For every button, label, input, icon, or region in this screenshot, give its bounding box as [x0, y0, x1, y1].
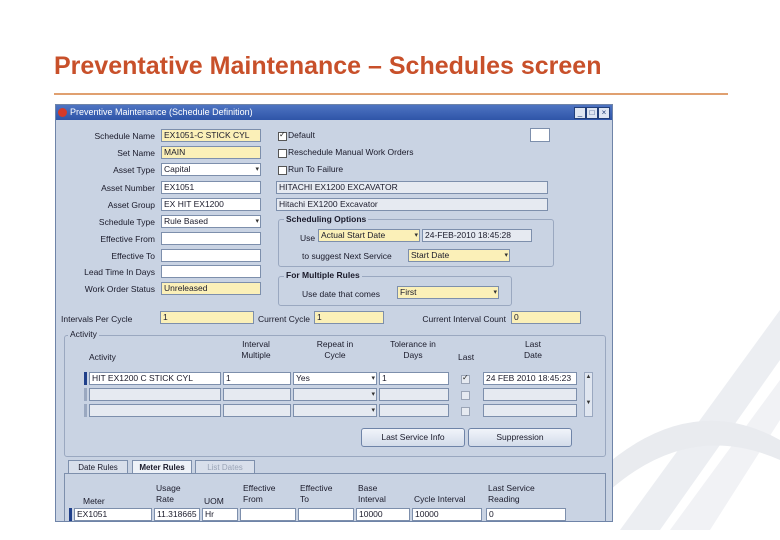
- reschedule-checkbox[interactable]: [278, 149, 287, 158]
- col-base-interval: Base Interval: [358, 483, 386, 504]
- col-effective-from: Effective From: [243, 483, 276, 504]
- schedule-name-label: Schedule Name: [94, 131, 155, 141]
- last-checkbox: [461, 407, 470, 416]
- repeat-value: Yes: [296, 373, 310, 383]
- lead-time-field[interactable]: [161, 265, 261, 278]
- current-interval-count-label: Current Interval Count: [422, 314, 506, 324]
- asset-group-description-field: Hitachi EX1200 Excavator: [276, 198, 548, 211]
- use-date-select[interactable]: [397, 286, 499, 299]
- base-interval-field[interactable]: 10000: [356, 508, 410, 521]
- window-titlebar[interactable]: [56, 105, 612, 120]
- schedule-name-field[interactable]: EX1051-C STICK CYL: [161, 129, 261, 142]
- tolerance-field[interactable]: [379, 404, 449, 417]
- scroll-down-icon[interactable]: ▼: [585, 400, 592, 406]
- wo-status-label: Work Order Status: [84, 284, 155, 294]
- lead-time-label: Lead Time In Days: [84, 267, 155, 277]
- row-indicator[interactable]: [84, 372, 87, 385]
- current-cycle-field[interactable]: 1: [314, 311, 384, 324]
- minimize-button[interactable]: _: [574, 107, 586, 119]
- col-cycle-interval: Cycle Interval: [414, 494, 466, 504]
- oracle-icon: [58, 108, 67, 117]
- multiple-rules-title: For Multiple Rules: [286, 270, 360, 280]
- attachment-box[interactable]: [530, 128, 550, 142]
- last-date-field[interactable]: 24 FEB 2010 18:45:23: [483, 372, 577, 385]
- intervals-per-cycle-field[interactable]: 1: [160, 311, 254, 324]
- scheduling-options-title: Scheduling Options: [286, 214, 367, 224]
- effective-to-label: Effective To: [111, 251, 155, 261]
- cycle-interval-field[interactable]: 10000: [412, 508, 482, 521]
- current-cycle-label: Current Cycle: [258, 314, 310, 324]
- chevron-down-icon: ▾: [255, 166, 259, 173]
- col-activity: Activity: [89, 352, 116, 362]
- asset-group-label: Asset Group: [107, 200, 155, 210]
- repeat-select[interactable]: [293, 404, 377, 417]
- intervals-per-cycle-label: Intervals Per Cycle: [61, 314, 133, 324]
- suggest-select[interactable]: [408, 249, 510, 262]
- chevron-down-icon: ▾: [414, 232, 418, 239]
- row-indicator[interactable]: [84, 404, 87, 417]
- chevron-down-icon: ▾: [493, 289, 497, 296]
- actual-start-date-field: 24-FEB-2010 18:45:28: [422, 229, 532, 242]
- suggest-value: Start Date: [411, 250, 450, 260]
- tab-date-rules[interactable]: Date Rules: [68, 460, 128, 474]
- chevron-down-icon: ▾: [371, 375, 375, 382]
- effective-from-field[interactable]: [240, 508, 296, 521]
- suggest-label: to suggest Next Service: [302, 251, 392, 261]
- col-effective-to: Effective To: [300, 483, 333, 504]
- last-checkbox: [461, 391, 470, 400]
- chevron-down-icon: ▾: [371, 391, 375, 398]
- set-name-field[interactable]: MAIN: [161, 146, 261, 159]
- set-name-label: Set Name: [117, 148, 155, 158]
- col-uom: UOM: [204, 496, 224, 506]
- last-checkbox: [461, 375, 470, 384]
- tolerance-field[interactable]: 1: [379, 372, 449, 385]
- asset-number-field[interactable]: EX1051: [161, 181, 261, 194]
- activity-field[interactable]: [89, 388, 221, 401]
- activity-field[interactable]: [89, 404, 221, 417]
- effective-from-label: Effective From: [100, 234, 155, 244]
- schedule-type-select[interactable]: [161, 215, 261, 228]
- run-to-failure-label: Run To Failure: [288, 164, 344, 174]
- last-service-info-button[interactable]: Last Service Info: [361, 428, 465, 447]
- col-last-service-reading: Last Service Reading: [488, 483, 535, 504]
- asset-group-field[interactable]: EX HIT EX1200: [161, 198, 261, 211]
- asset-type-select[interactable]: [161, 163, 261, 176]
- schedule-type-label: Schedule Type: [98, 217, 155, 227]
- schedule-type-value: Rule Based: [164, 216, 208, 226]
- tolerance-field[interactable]: [379, 388, 449, 401]
- chevron-down-icon: ▾: [504, 252, 508, 259]
- close-button[interactable]: ×: [598, 107, 610, 119]
- form-window: [55, 104, 613, 522]
- title-divider: [54, 93, 728, 95]
- maximize-button[interactable]: □: [586, 107, 598, 119]
- chevron-down-icon: ▾: [371, 407, 375, 414]
- activity-scrollbar[interactable]: [584, 372, 593, 417]
- uom-field[interactable]: Hr: [202, 508, 238, 521]
- effective-from-field[interactable]: [161, 232, 261, 245]
- effective-to-field[interactable]: [298, 508, 354, 521]
- wo-status-field[interactable]: Unreleased: [161, 282, 261, 295]
- last-service-reading-field[interactable]: 0: [486, 508, 566, 521]
- asset-type-value: Capital: [164, 164, 191, 174]
- use-date-value: First: [400, 287, 417, 297]
- col-usage-rate: Usage Rate: [156, 483, 181, 504]
- watermark-logo: [600, 270, 780, 540]
- asset-number-label: Asset Number: [101, 183, 155, 193]
- last-date-field[interactable]: [483, 388, 577, 401]
- activity-field[interactable]: HIT EX1200 C STICK CYL: [89, 372, 221, 385]
- col-repeat-in-cycle: Repeat in Cycle: [316, 339, 354, 360]
- row-indicator[interactable]: [69, 508, 72, 521]
- usage-rate-field[interactable]: 11.318665: [154, 508, 200, 521]
- asset-description-field: HITACHI EX1200 EXCAVATOR: [276, 181, 548, 194]
- chevron-down-icon: ▾: [255, 218, 259, 225]
- reschedule-label: Reschedule Manual Work Orders: [288, 147, 414, 157]
- window-title: Preventive Maintenance (Schedule Definition): [70, 107, 253, 117]
- interval-multiple-field[interactable]: [223, 388, 291, 401]
- repeat-select[interactable]: [293, 388, 377, 401]
- col-last-date: Last Date: [524, 339, 542, 360]
- asset-type-label: Asset Type: [113, 165, 155, 175]
- use-label: Use: [300, 233, 316, 243]
- repeat-select[interactable]: [293, 372, 377, 385]
- use-date-label: Use date that comes: [302, 289, 380, 299]
- default-checkbox[interactable]: [278, 132, 287, 141]
- default-label: Default: [288, 130, 315, 140]
- interval-multiple-field[interactable]: 1: [223, 372, 291, 385]
- last-date-field[interactable]: [483, 404, 577, 417]
- col-interval-multiple: Interval Multiple: [241, 339, 271, 360]
- col-last: Last: [458, 352, 475, 362]
- effective-to-field[interactable]: [161, 249, 261, 262]
- row-indicator[interactable]: [84, 388, 87, 401]
- tab-meter-rules[interactable]: Meter Rules: [132, 460, 192, 474]
- suppression-button[interactable]: Suppression: [468, 428, 572, 447]
- activity-title: Activity: [70, 329, 97, 339]
- current-interval-count-field[interactable]: 0: [511, 311, 581, 324]
- col-tolerance: Tolerance in Days: [390, 339, 436, 360]
- use-select[interactable]: [318, 229, 420, 242]
- interval-multiple-field[interactable]: [223, 404, 291, 417]
- meter-field[interactable]: EX1051: [74, 508, 152, 521]
- tab-list-dates[interactable]: List Dates: [195, 460, 255, 474]
- col-meter: Meter: [83, 496, 105, 506]
- run-to-failure-checkbox[interactable]: [278, 166, 287, 175]
- scroll-up-icon[interactable]: ▲: [585, 374, 592, 380]
- use-value: Actual Start Date: [321, 230, 386, 240]
- slide-title: Preventative Maintenance – Schedules screen: [54, 52, 602, 80]
